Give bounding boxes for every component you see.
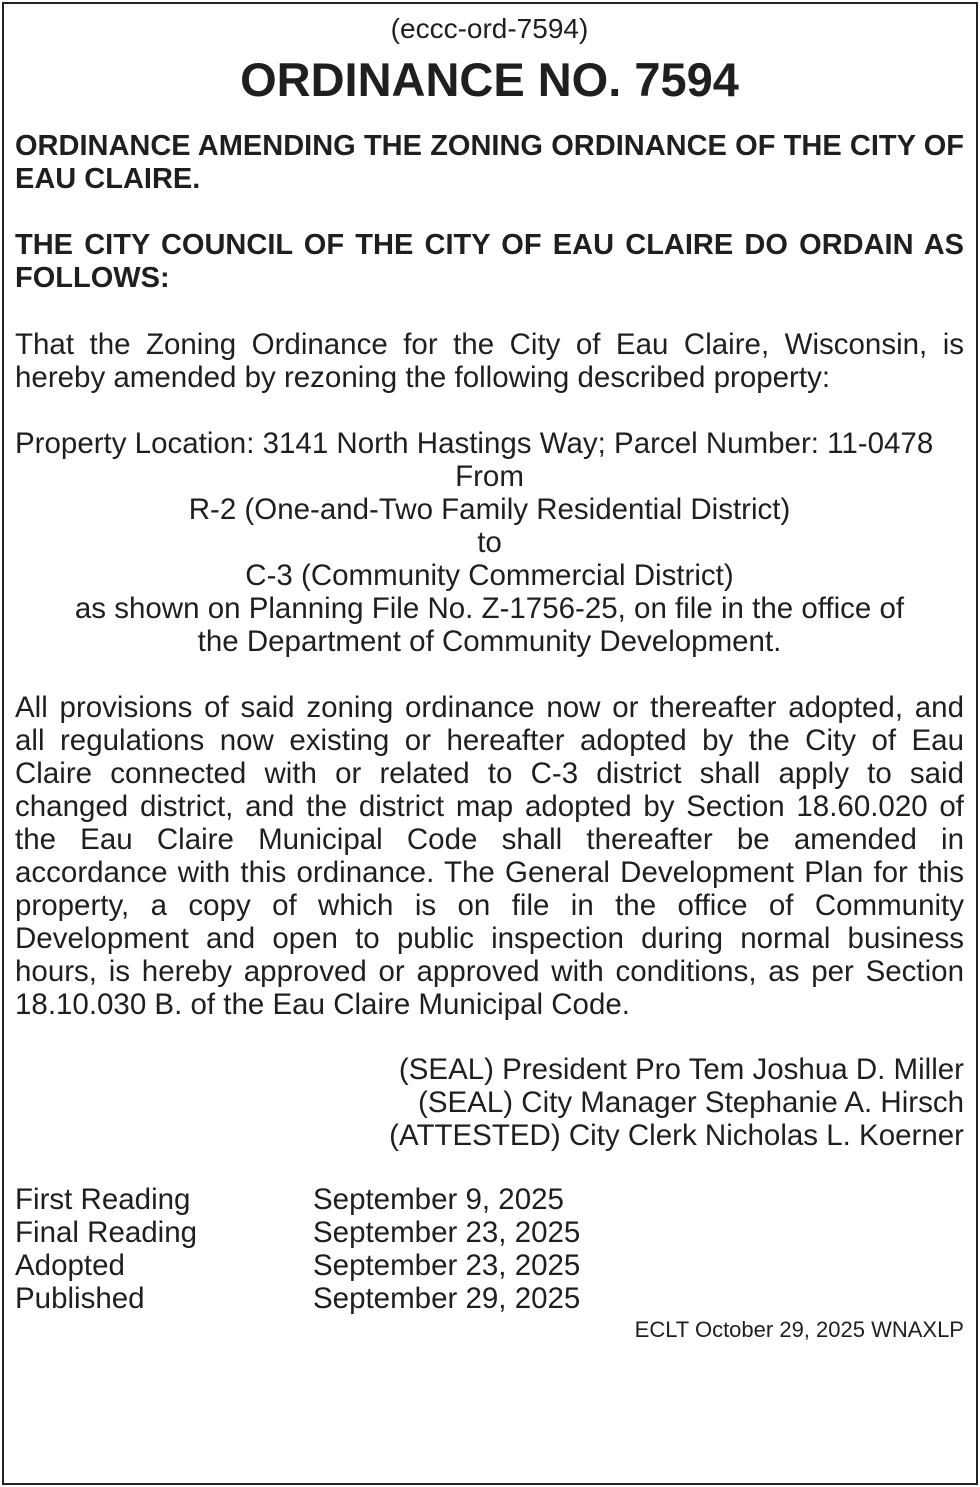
rezoning-block — [15, 460, 964, 658]
reading-row — [15, 1282, 964, 1315]
council-heading-text: THE CITY COUNCIL OF THE CITY OF EAU CLAIRE DO ORDAIN AS FOLLOWS: — [15, 229, 964, 294]
reading-row — [15, 1249, 964, 1282]
reading-label: First Reading — [15, 1183, 191, 1216]
reading-label: Final Reading — [15, 1216, 198, 1249]
reading-date: September 9, 2025 — [313, 1183, 564, 1216]
council-heading — [15, 229, 964, 295]
signature-city-manager: (SEAL) City Manager Stephanie A. Hirsch — [418, 1086, 964, 1119]
provisions-paragraph: All provisions of said zoning ordinance now or thereafter adopted, and all regulations now existing or hereafter adopted by the City of Eau Claire connected with or related to C-3 district shall apply to said changed district, and the district map adopted by Section 18.60.020 of the Eau Claire Municipal Code shall thereafter be amended in accordance with this ordinance. The General Development Plan for this property, a copy of which is on file in the office of Community Development and open to public inspection during normal business hours, is hereby approved or approved with conditions, as per Section 18.10.030 B. of the Eau Claire Municipal Code. — [15, 691, 964, 1021]
reading-label: Published — [15, 1282, 145, 1315]
reading-date: September 23, 2025 — [313, 1216, 581, 1249]
property-location: Property Location: 3141 North Hastings Way; Parcel Number: 11-0478 — [15, 427, 934, 460]
reading-row — [15, 1183, 964, 1216]
reading-date: September 23, 2025 — [313, 1249, 581, 1282]
planning-file-line-2: the Department of Community Development. — [197, 625, 782, 658]
planning-file-line-1: as shown on Planning File No. Z-1756-25, on file in the office of — [74, 592, 905, 625]
reading-date: September 29, 2025 — [313, 1282, 581, 1315]
signature-president: (SEAL) President Pro Tem Joshua D. Miller — [398, 1053, 964, 1086]
to-word: to — [477, 526, 502, 559]
publication-line: ECLT October 29, 2025 WNAXLP — [634, 1317, 964, 1342]
legal-notice — [2, 2, 978, 1485]
ordinance-title: ORDINANCE NO. 7594 — [240, 53, 739, 106]
amendment-heading: ORDINANCE AMENDING THE ZONING ORDINANCE OF THE CITY OF EAU CLAIRE. — [15, 130, 964, 195]
ordinance-reference: (eccc-ord-7594) — [390, 13, 589, 44]
reading-label: Adopted — [15, 1249, 125, 1282]
from-word: From — [455, 460, 524, 493]
intro-paragraph: That the Zoning Ordinance for the City of Eau Claire, Wisconsin, is hereby amended by rezoning the following described property: — [15, 328, 964, 394]
reading-row — [15, 1216, 964, 1249]
readings-table — [15, 1183, 964, 1315]
from-district: R-2 (One-and-Two Family Residential District) — [188, 493, 791, 526]
to-district: C-3 (Community Commercial District) — [245, 559, 734, 592]
signature-block — [15, 1053, 964, 1152]
signature-city-clerk: (ATTESTED) City Clerk Nicholas L. Koerner — [389, 1119, 964, 1152]
